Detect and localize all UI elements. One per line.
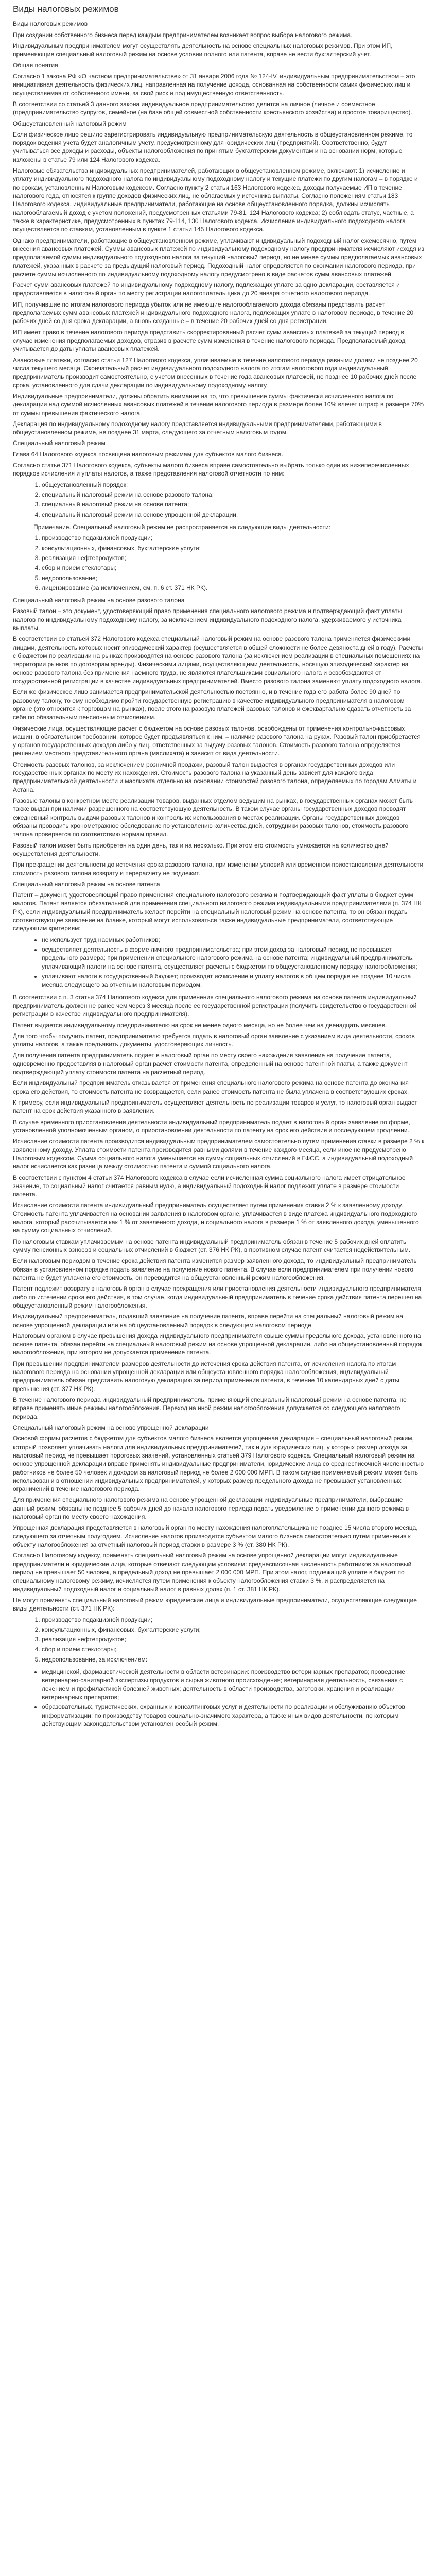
- list-item: 3. реализация нефтепродуктов;: [42, 554, 425, 562]
- list-item: 6. лицензирование (за исключением, см. п. 6 ст. 371 НК РК).: [42, 584, 425, 592]
- list-item: 3. специальный налоговый режим на основе патента;: [42, 500, 425, 509]
- page-title: Виды налоговых режимов: [13, 4, 119, 14]
- note-paragraph: Примечание. Специальный налоговый режим не распространяется на следующие виды деятельности:: [33, 523, 331, 531]
- list-item: 1. производство подакцизной продукции;: [42, 1616, 425, 1624]
- paragraph: Исчисление стоимости патента производится индивидуальным предпринимателем самостоятельно путем применения ставки в размере 2 % к заявленному доходу. Уплата стоимости патента производится равными долями в течение каждого месяца, если иное не предусмотрено Налоговым кодексом. Сумма социального налога уменьшается на сумму социальных отчислений в ГФСС, а индивидуальный подоходный налог исчисляется как разница между стоимостью патента и суммой социального налога.: [13, 1138, 425, 1171]
- paragraph: Разовые талоны в конкретном месте реализации товаров, выданных отделом ведущим на рынках, в государственных органах может быть также выдан при наличии разрешенного на соответствующую деятельность. В таком случае органы государственных доходов проводят ежедневный контроль выдачи разовых талонов и контроль их использования в местах реализации. Органы государственных доходов обязаны проводить хронометражное обследование по установлению количества дней, сотрудники разовых талонов, стоимость разового талона проверяется по соответствию нормам правил.: [13, 797, 413, 838]
- list-item: • образовательных, туристических, охранных и консалтинговых услуг и деятельности по реализации и обслуживанию объектов информатизации; по производству товаров социально-значимого характера, а также иных видов деятельности, по которым действующим законодательством установлен особый режим.: [42, 1703, 425, 1728]
- paragraph: Исчисление стоимости патента индивидуальный предприниматель осуществляет путем применения ставки 2 % к заявленному доходу. Стоимость патента уплачивается на основании заявления в налоговом органе, уплачивается в виде платежа индивидуального подоходного налога, который рассчитывается как 1 % от заявленного дохода, и социального налога в размере 1 % от заявленного дохода, уменьшенного на сумму социальных отчислений.: [13, 1201, 419, 1234]
- paragraph: Расчет сумм авансовых платежей по индивидуальному подоходному налогу, подлежащих уплате за одно декларации, составляется и предоставляется в налоговый орган по месту регистрации налогоплательщика до 20 января отчетного налогового периода.: [13, 281, 400, 297]
- paragraph: При превышении предпринимателем размеров деятельности до истечения срока действия патента, от исчисления налога по итогам налогового периода на основании упрощенной декларации или общеустановленного порядка налогообложения, индивидуальный предприниматель обязан представить налоговую декларацию за период применения патента, в течение 10 календарных дней с даты превышения (ст. 377 НК РК).: [13, 1360, 399, 1393]
- section-heading: Специальный налоговый режим на основе упрощенной декларации: [13, 1423, 209, 1431]
- paragraph: Индивидуальным предпринимателем могут осуществлять деятельность на основе специальных налоговых режимов. При этом ИП, применяющие специальный налоговый режим на основе условии полного или патента, вправе не вести бухгалтерский учет.: [13, 42, 393, 58]
- paragraph: Если же физическое лицо занимается предпринимательской деятельностью постоянно, и в течение года его работа более 90 дней по разовому талону, то ему необходимо пройти государственную регистрацию в качестве индивидуального предпринимателя в налоговом органе (это относится к торговцам на рынках), после этого на разовую платежей разовых талонов и ежеквартально сдавать отчетность за себя по обязательным пенсионным отчислениям.: [13, 688, 411, 721]
- paragraph: В соответствии со статьей 372 Налогового кодекса специальный налоговый режим на основе разового талона применяется физическими лицами, деятельность которых носит эпизодический характер (осуществляется в общей сложности не более девяноста дней в году). Расчеты с бюджетом по реализации на рынках производятся на основе разового талона (за исключением реализации в специальных помещениях на территории рынков по договорам аренды). Физическими лицами, осуществляющими деятельность, носящую эпизодический характер на основе разового талона без применения наемного труда, не являются плательщиками социального налога и освобождаются от государственной регистрации в качестве индивидуальных предпринимателей. Вместо разового талона заменяют уплату подоходного налога.: [13, 635, 423, 685]
- bulleted-list: [13, 1668, 425, 1728]
- paragraph: Физические лица, осуществляющие расчет с бюджетом на основе разовых талонов, освобождены от применения контрольно-кассовых машин, в обязательном требовании, которое будет предъявляться к ним, – наличие разового талона на руках. Разовый талон приобретается у органов государственных доходов либо у лиц, ответственных за выдачу разовых талонов. Стоимость разового талона определяется решением местного представительного органа (маслихата) и зависит от вида деятельности.: [13, 724, 421, 757]
- list-item: 3. реализация нефтепродуктов;: [42, 1635, 425, 1643]
- bulleted-list: [13, 936, 425, 989]
- section-heading: Виды налоговых режимов: [13, 20, 88, 28]
- paragraph: Для применения специального налогового режима на основе упрощенной декларации индивидуальные предприниматели, выбравшие данный режим, обязаны не позднее 5 рабочих дней до начала налогового периода подать уведомление о применении данного режима в налоговый орган по месту своего нахождения.: [13, 1496, 409, 1521]
- section-heading: Специальный налоговый режим на основе патента: [13, 880, 160, 888]
- paragraph: В соответствии с пунктом 4 статьи 374 Налогового кодекса в случае если исчисленная сумма социального налога имеет отрицательное значение, то социальный налог считается равным нулю, а индивидуальный подоходный налог подлежит уплате в размере стоимости патента.: [13, 1174, 406, 1198]
- paragraph: Патент – документ, удостоверяющий право применения специального налогового режима и подтверждающий факт уплаты в бюджет сумм налогов. Патент является обязательной для применения специального налогового режима индивидуальными предпринимателями (п. 374 НК РК), если индивидуальный предприниматель желает перейти на специальный налоговый режим на основе патента, то он обязан подать соответствующее заявление на бланке, который могут использоваться также индивидуальные предприниматели, соответствующие следующим критериям:: [13, 891, 422, 933]
- paragraph: Авансовые платежи, согласно статьи 127 Налогового кодекса, уплачиваемые в течение налогового периода равными долями не позднее 20 числа текущего месяца. Окончательный расчет индивидуального подоходного налога по итогам налогового года индивидуальный предприниматель производит самостоятельно, с учетом внесенных в течение года авансовых платежей, не позднее 10 рабочих дней после срока, установленного для сдачи декларации по индивидуальному подоходному налогу.: [13, 356, 418, 389]
- paragraph: Однако предприниматели, работающие в общеустановленном режиме, уплачивают индивидуальный подоходный налог ежемесячно, путем внесения авансовых платежей. Суммы авансовых платежей по индивидуальному подоходному налогу предпринимателя исчисляют исходя из предполагаемой суммы индивидуального подоходного налога за текущий налоговый период, но не менее суммы предполагаемых авансовых платежей, указанных в расчете за предыдущий налоговый период. Подоходный налог определяется по окончании налогового периода, при расчете суммы исчисленного по индивидуальному подоходному налогу предусмотрено в виде расчетов сумм авансовых платежей.: [13, 236, 425, 278]
- list-item: • медицинской, фармацевтической деятельности в области ветеринарии: производство ветеринарных препаратов; проведение ветеринарно-санитарной экспертизы продуктов и сырья животного происхождения; ветеринарная деятельность, связанная с лечением и профилактикой болезней животных; деятельность в области производства, заготовки, хранения и реализации ветеринарных препаратов;: [42, 1668, 425, 1701]
- paragraph: Налоговым органом в случае превышения дохода индивидуального предпринимателя свыше суммы предельного дохода, установленного на основе патента, обязан перейти на специальный налоговый режим на основе упрощенной декларации, либо на общеустановленный порядок налогообложения, при котором не допускается применение патента.: [13, 1332, 423, 1357]
- list-item: • не использует труд наемных работников;: [42, 936, 425, 944]
- numbered-list: [13, 534, 425, 592]
- paragraph: В соответствии с п. 3 статьи 374 Налогового кодекса для применения специального налогового режима на основе патента индивидуальный предприниматель должен не ранее чем через 3 месяца после ее государственной регистрации (получить свидетельство о государственной регистрации в качестве индивидуального предпринимателя).: [13, 993, 417, 1018]
- paragraph: Согласно Налоговому кодексу, применять специальный налоговый режим на основе упрощенной декларации могут индивидуальные предприниматели и юридические лица, которые отвечают следующим условиям: среднесписочная численность работников за налоговый период не превышает 50 человек, а предельный доход не превышает 2 000 000 МРП. При этом налог, подлежащий уплате в бюджет по специальному налоговому режиму, исчисляется путем применения к объекту налогообложения ставки 3 %, и распределяется на индивидуальный подоходный налог и социальный налог в равных долях (п. 1 ст. 381 НК РК).: [13, 1552, 412, 1593]
- paragraph: Патент выдается индивидуальному предпринимателю на срок не менее одного месяца, но не более чем на двенадцать месяцев.: [13, 1021, 387, 1029]
- paragraph: Если индивидуальный предприниматель отказывается от применения специального налогового режима на основе патента до окончания срока его действия, то стоимость патента не возвращается, если ранее стоимость патента не была уплачена в соответствующих сроках.: [13, 1079, 409, 1095]
- paragraph: В случае временного приостановления деятельности индивидуальный предприниматель подает в налоговый орган заявление по форме, установленной уполномоченным органом, о приостановлении деятельности по патенту на срок его действия и последующем продлении.: [13, 1118, 410, 1134]
- paragraph: Индивидуальные предприниматели, должны обратить внимание на то, что превышение суммы фактически исчисленного налога по декларации над суммой исчисленных авансовых платежей в течение налогового периода в размере более 10% влечет штраф в размере 70% от суммы превышения фактического налога.: [13, 392, 424, 417]
- list-item: 4. специальный налоговый режим на основе упрощенной декларации.: [42, 511, 425, 519]
- paragraph: ИП, получившие по итогам налогового периода убыток или не имеющие налогооблагаемого дохода обязаны представить расчет предполагаемых сумм авансовых платежей индивидуального подоходного налога, подлежащих уплате в налоговом периоде, в течение 20 рабочих дней со дня срока декларации, а вновь созданные – в течение 20 рабочих дней со дня регистрации.: [13, 300, 414, 325]
- section-heading: Специальный налоговый режим: [13, 439, 106, 447]
- list-item: 2. консультационных, финансовых, бухгалтерские услуги;: [42, 544, 425, 552]
- paragraph: Для получения патента предприниматель подает в налоговый орган по месту своего нахождения заявление на получение патента, одновременно предоставляя в налоговый орган расчет стоимости патента, определенный на основе патентной платы, а также документ подтверждающий уплату стоимости патента на расчетный период.: [13, 1052, 408, 1076]
- paragraph: Если налоговым периодом в течение срока действия патента изменится размер заявленного дохода, то индивидуальный предприниматель обязан в установленном порядке подать заявление на получение нового патента. В случае если предпринимателем при получении нового патента не будет уплачена его стоимость, он переводится на общеустановленный режим налогообложения.: [13, 1257, 417, 1281]
- paragraph: Основой формы расчетов с бюджетом для субъектов малого бизнеса является упрощенная декларация – специальный налоговый режим, который позволяет уплачивать налоги для индивидуальных предпринимателей, так и для юридических лиц, у которых размер дохода за налоговый период не превышает пороговых значений, установленных статьей 379 Налогового кодекса. Специальный налоговый режим на основе упрощенной декларации вправе применять индивидуальные предприниматели, юридические лица со среднесписочной численностью работников не более 50 человек и доходом за налоговый период не более 2 000 000 МРП. В таком случае применяемый режим может быть использован и в отношении индивидуальных предпринимателей, у которых размер предельного дохода не превышает установленных ограничений в течение налогового периода.: [13, 1435, 424, 1493]
- list-item: 4. сбор и прием стеклотары;: [42, 1645, 425, 1653]
- document-body: [13, 20, 425, 1728]
- list-item: 2. специальный налоговый режим на основе разового талона;: [42, 490, 425, 499]
- paragraph: По налоговым ставкам уплачиваемым на основе патента индивидуальный предприниматель обязан в течение 5 рабочих дней оплатить сумму пенсионных взносов и социальных отчислений в бюджет (ст. 376 НК РК), в противном случае патент считается недействительным.: [13, 1238, 411, 1254]
- paragraph: Упрощенная декларация представляется в налоговый орган по месту нахождения налогоплательщика не позднее 15 числа второго месяца, следующего за отчетным полугодием. Исчисление налогов производится субъектом малого бизнеса самостоятельно путем применения к объекту налогообложения за отчетный налоговый период ставки в размере 3 % (ст. 380 НК РК).: [13, 1524, 418, 1549]
- paragraph: Патент подлежит возврату в налоговый орган в случае прекращения или приостановления деятельности индивидуального предпринимателя либо по истечении срока его действия, в том случае, когда индивидуальный предприниматель в течение срока действия патента перешел на общеустановленный режим налогообложения.: [13, 1285, 422, 1309]
- paragraph: В соответствии со статьей 3 данного закона индивидуальное предпринимательство делится на личное (личное и совместное (предпринимательство супругов, семейное (на базе общей совместной собственности крестьянского хозяйства) и простое товарищество).: [13, 100, 412, 116]
- paragraph: Если физическое лицо решило зарегистрировать индивидуальную предпринимательскую деятельность в общеустановленном режиме, то порядок ведения учета будет аналогичным учету, предусмотренному для юридических лиц (предприятий). Соответственно, будут учитываться все доходы и расходы, объекты налогообложения по принятым бухгалтерским документам и на основании норм, которые изложены в статье 79 или 124 Налогового кодекса.: [13, 130, 413, 163]
- paragraph: ИП имеет право в течение налогового периода представить скорректированный расчет сумм авансовых платежей за текущий период в случае изменения предполагаемых доходов, отразив в расчете сумм изменения в течение налогового периода. Предполагаемый доход учитывается до даты уплаты авансовых платежей.: [13, 328, 406, 353]
- paragraph: Не могут применять специальный налоговый режим юридические лица и индивидуальные предприниматели, осуществляющие следующие виды деятельности (ст. 371 НК РК):: [13, 1596, 417, 1613]
- list-item: 1. общеустановленный порядок;: [42, 481, 425, 489]
- list-item: 5. недропользование, за исключением:: [42, 1655, 425, 1664]
- paragraph: К примеру, если индивидуальный предприниматель осуществляет деятельность по реализации товаров и услуг, то налоговый орган выдает патент на срок действия указанного в заявлении.: [13, 1099, 417, 1115]
- paragraph: Налоговые обязательства индивидуальных предпринимателей, работающих в общеустановленном режиме, включают: 1) исчисление и уплату индивидуального подоходного налога по индивидуальному подоходному налогу и текущие платежи по другим налогам – в порядке и по срокам, установленным Налоговым кодексом. Согласно пункту 2 статьи 163 Налогового кодекса, доходы получаемые ИП в течение налогового года, относятся к группе доходов физических лиц, не облагаемых у источника выплаты. Согласно положениям статьи 183 Налогового кодекса, индивидуальные предприниматели, работающие на основе общеустановленного порядка, должны исчислять налогооблагаемый доход с учетом положений, предусмотренных статьями 79-81, 124 Налогового кодекса; 2) соблюдать статус, частные, а также в характеристике, предусмотренных в пунктах 79-114, 130 Налогового кодекса. Исчисление индивидуального подоходного налога осуществляется по ставкам, установленным в пункте 1 статьи 145 Налогового кодекса.: [13, 167, 418, 233]
- paragraph: Индивидуальный предприниматель, подавший заявление на получение патента, вправе перейти на специальный налоговый режим на основе упрощенной декларации или на общеустановленный порядок в следующем налоговом периоде.: [13, 1313, 403, 1329]
- paragraph: Разовый талон может быть приобретен на один день, так и на несколько. При этом его стоимость умножается на количество дней осуществления деятельности.: [13, 841, 389, 857]
- paragraph: Стоимость разовых талонов, за исключением розничной продажи, разовый талон выдается в органах государственных доходов или государственных органах по месту их нахождения. Стоимость разового талона на указанный день зависит для каждого вида предпринимательской деятельности и маслихата отдельно на основании стоимостей разового талона, определяемых по городам Алматы и Астана.: [13, 760, 417, 793]
- numbered-list: [13, 1616, 425, 1664]
- section-heading: Специальный налоговый режим на основе разового талона: [13, 597, 185, 604]
- paragraph: При прекращении деятельности до истечения срока разового талона, при изменении условий или временном приостановлении деятельности стоимость разового талона возврату и перерасчету не подлежит.: [13, 861, 424, 877]
- paragraph: Согласно статье 371 Налогового кодекса, субъекты малого бизнеса вправе самостоятельно выбрать только один из нижеперечисленных порядков исчисления и уплаты налогов, а также представления налоговой отчетности по ним:: [13, 462, 409, 478]
- paragraph: В течение налогового периода индивидуальный предприниматель, применяющий специальный налоговый режим на основе патента, не вправе применять иные режимы налогообложения. Переход на иной режим налогообложения допускается со следующего налогового периода.: [13, 1396, 407, 1420]
- list-item: • уплачивают налоги в государственный бюджет; производят исчисление и уплату налогов в общем порядке не позднее 10 числа месяца следующего за отчетным налоговым периодом.: [42, 972, 425, 989]
- section-heading: Общая понятия: [13, 61, 58, 69]
- paragraph: Декларация по индивидуальному подоходному налогу представляется индивидуальными предпринимателями, работающими в общеустановленном режиме, не позднее 31 марта, следующего за отчетным налоговым годом.: [13, 420, 382, 436]
- list-item: • осуществляет деятельность в форме личного предпринимательства; при этом доход за налоговый период не превышает предельного размера; при применении специального налогового режима на основе патента; индивидуальный предприниматель, уплачивающий налоги на основе патента, осуществляет расчеты с бюджетом по общеустановленному порядку налогообложения;: [42, 945, 425, 971]
- section-heading: Общеустановленный налоговый режим: [13, 120, 127, 127]
- numbered-list: [13, 481, 425, 519]
- list-item: 1. производство подакцизной продукции;: [42, 534, 425, 542]
- paragraph: Глава 64 Налогового кодекса посвящена налоговым режимам для субъектов малого бизнеса.: [13, 450, 284, 458]
- list-item: 4. сбор и прием стеклотары;: [42, 564, 425, 572]
- list-item: 2. консультационных, финансовых, бухгалтерские услуги;: [42, 1625, 425, 1634]
- list-item: 5. недропользование;: [42, 574, 425, 582]
- paragraph: Согласно 1 закона РФ «О частном предпринимательстве» от 31 января 2006 года № 124-IV, индивидуальным предпринимательством – это инициативная деятельность физических лиц, направленная на получение дохода, основанная на собственности самих физических лиц и осуществляемая от собственного имени, за свой риск и под имущественную ответственность.: [13, 72, 415, 97]
- paragraph: Разовый талон – это документ, удостоверяющий право применения специального налогового режима и подтверждающий факт уплаты налогов по индивидуальному подоходному налогу, за исключением индивидуального подоходного налога, удерживаемого у источника выплаты.: [13, 607, 403, 632]
- paragraph: Для того чтобы получить патент, предпринимателю требуется подать в налоговый орган заявление с указанием вида деятельности, сроков уплаты налогов, а также предъявить документы, удостоверяющих личность.: [13, 1032, 415, 1048]
- paragraph: При создании собственного бизнеса перед каждым предпринимателем возникает вопрос выбора налогового режима.: [13, 31, 353, 39]
